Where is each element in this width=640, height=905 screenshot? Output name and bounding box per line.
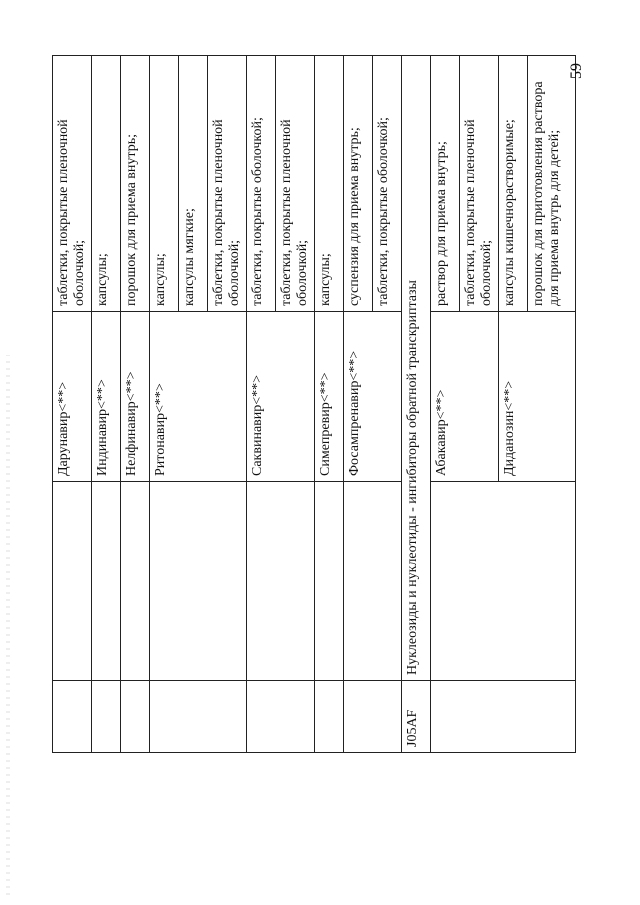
dosage-form-cell: капсулы; bbox=[92, 56, 121, 312]
scan-artifact bbox=[6, 355, 10, 895]
dosage-form-cell: порошок для приготовления раствора для приема внутрь для детей; bbox=[528, 56, 576, 312]
group-cell bbox=[53, 482, 92, 681]
table-row bbox=[431, 56, 460, 753]
dosage-form-cell: капсулы; bbox=[150, 56, 179, 312]
table-row bbox=[53, 56, 92, 753]
dosage-form-cell: таблетки, покрытые оболочкой; bbox=[373, 56, 402, 312]
drug-name-cell: Ритонавир<**> bbox=[150, 312, 247, 482]
table-row bbox=[247, 56, 276, 753]
drug-name-cell: Саквинавир<**> bbox=[247, 312, 315, 482]
atc-code-cell bbox=[247, 681, 315, 753]
drug-name-cell: Фосампренавир<**> bbox=[344, 312, 402, 482]
table-row bbox=[121, 56, 150, 753]
group-cell bbox=[121, 482, 150, 681]
dosage-form-cell: таблетки, покрытые пленочной оболочкой; bbox=[460, 56, 499, 312]
table-row bbox=[92, 56, 121, 753]
table-row bbox=[150, 56, 179, 753]
group-cell bbox=[431, 482, 576, 681]
group-cell bbox=[92, 482, 121, 681]
atc-code-cell bbox=[121, 681, 150, 753]
group-cell bbox=[150, 482, 247, 681]
page-number: 59 bbox=[568, 63, 585, 79]
dosage-form-cell: таблетки, покрытые оболочкой; bbox=[247, 56, 276, 312]
group-cell bbox=[344, 482, 402, 681]
dosage-form-cell: таблетки, покрытые пленочной оболочкой; bbox=[53, 56, 92, 312]
drug-name-cell: Диданозин<**> bbox=[499, 312, 576, 482]
dosage-form-cell: порошок для приема внутрь; bbox=[121, 56, 150, 312]
drug-name-cell: Индинавир<**> bbox=[92, 312, 121, 482]
drug-name-cell: Симепревир<**> bbox=[315, 312, 344, 482]
drug-name-cell: Абакавир<**> bbox=[431, 312, 499, 482]
table-row bbox=[344, 56, 373, 753]
table-row bbox=[315, 56, 344, 753]
drug-name-cell: Нелфинавир<**> bbox=[121, 312, 150, 482]
dosage-form-cell: таблетки, покрытые пленочной оболочкой; bbox=[276, 56, 315, 312]
atc-code-cell bbox=[431, 681, 576, 753]
group-header-row bbox=[402, 56, 431, 753]
drug-name-cell: Дарунавир<**> bbox=[53, 312, 92, 482]
dosage-form-cell: суспензия для приема внутрь; bbox=[344, 56, 373, 312]
atc-code-cell bbox=[150, 681, 247, 753]
group-title-cell: Нуклеозиды и нуклеотиды - ингибиторы обратной транскриптазы bbox=[402, 56, 431, 681]
dosage-form-cell: таблетки, покрытые пленочной оболочкой; bbox=[208, 56, 247, 312]
group-cell bbox=[315, 482, 344, 681]
dosage-form-cell: раствор для приема внутрь; bbox=[431, 56, 460, 312]
atc-code-cell: J05AF bbox=[402, 681, 431, 753]
dosage-form-cell: капсулы кишечнорастворимые; bbox=[499, 56, 528, 312]
dosage-form-cell: капсулы мягкие; bbox=[179, 56, 208, 312]
group-cell bbox=[247, 482, 315, 681]
atc-code-cell bbox=[344, 681, 402, 753]
atc-code-cell bbox=[92, 681, 121, 753]
drug-list-table bbox=[52, 55, 576, 753]
dosage-form-cell: капсулы; bbox=[315, 56, 344, 312]
atc-code-cell bbox=[53, 681, 92, 753]
atc-code-cell bbox=[315, 681, 344, 753]
